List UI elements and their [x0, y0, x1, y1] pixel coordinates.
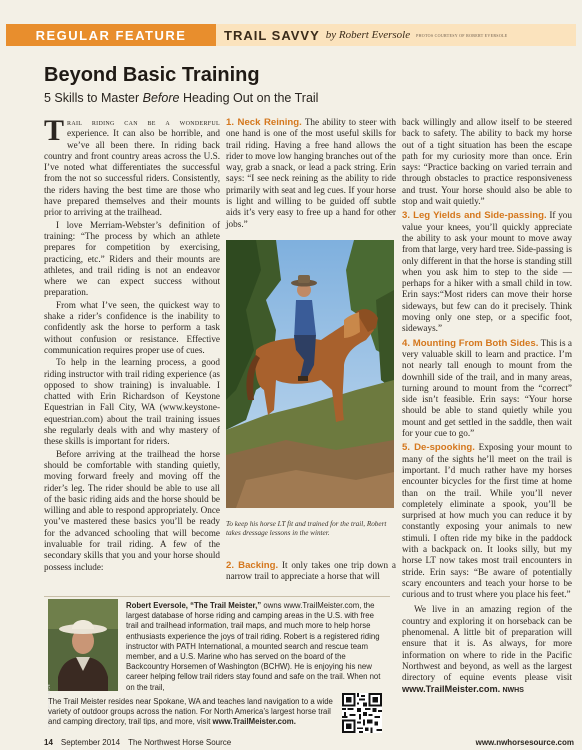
subtitle-emphasis: Before	[142, 91, 180, 105]
author-photo	[47, 599, 118, 727]
signature: NWHS	[502, 686, 524, 694]
page-footer	[44, 738, 574, 747]
skill-leg-yields	[402, 210, 572, 334]
column-2	[226, 117, 396, 231]
column-2-bottom	[226, 560, 396, 584]
paragraph: Before arriving at the trailhead the horse should be comfortable with standing quietly, moving forward freely and moving off the rider’s leg. The rider should be able to use all of the basic riding aids and the horse should be willing and able to respond appropriately. Once you’ve mastered these basics you’ll be ready for the advanced schooling that will become invaluable for trail riding. A few of the secondary skills that you and your horse should possess include:	[44, 448, 220, 572]
page-number: 14	[44, 738, 53, 747]
bio-paragraph-2	[48, 697, 336, 728]
section-title: TRAIL SAVVY	[224, 27, 320, 43]
skill-text: Exposing your mount to many of the sights he’ll meet on the trail is important. I’d much rather have my horses encounter bicycles for the first time at home than on the trail. While you’ll never completely eliminate a spook, you’ll be surprised at how much you can reduce it by constantly exposing your animals to new stimuli. I often ride my bike in the paddock with a backpack on. It looks silly, but my horse LT now takes most trail encounters in stride. Erin says: “Be aware of potentially scary encounters and teach your horse to be curious and to trust where you place his feet.”	[402, 442, 572, 600]
bio-text-2: The Trail Meister resides near Spokane, WA and teaches land navigation to a wide variety of outdoor groups across the nation. For North America’s largest horse trail and camping directory, trail tips, and more, visit	[48, 697, 333, 727]
lead-in: rail riding can be a wonderful	[67, 117, 220, 127]
drop-cap: T	[44, 114, 65, 147]
paragraph-intro	[44, 114, 220, 219]
paragraph-intro-rest: experience. It can also be horrible, and we’ve all been there. In riding back country and front country areas across the U.S. I’ve noted what differentiates the successful from the not so successful riders. Consistently, the riders having the best time are those who have prepared themselves and their mounts prior to arriving at the trailhead.	[44, 128, 220, 218]
rider-horse-photo	[226, 240, 394, 508]
trailmeister-link[interactable]: www.TrailMeister.com.	[402, 683, 501, 694]
article-subtitle	[44, 91, 318, 105]
subhead: 2. Backing.	[226, 560, 279, 571]
issue-date: September 2014	[60, 738, 121, 747]
author-name: Robert Eversole, “The Trail Meister,”	[126, 601, 262, 610]
skill-de-spooking	[402, 442, 572, 600]
subhead: 1. Neck Reining.	[226, 117, 302, 128]
qr-code[interactable]	[342, 693, 382, 733]
skill-mounting	[402, 338, 572, 440]
bio-text-1: owns www.TrailMeister.com, the largest database of horse riding and camping areas in the U.S. with free trail and trailhead information, trail maps, and much more to help horse enthusiasts experience the joys of trail riding. Robert is a registered riding instructor with PATH International, a mounted search and rescue team member, and a U.S. Marine who has served on the board of the Backcountry Horsemen of Washington (BCHW). He is enjoying his new career helping fellow trail riders stay found and safe on the trail. When not on the trail,	[126, 601, 381, 692]
skill-text: The ability to steer with one hand is one of the most useful skills for trail riding. Having a free hand allows the rider to move low hanging branches out of the way, grab a snack, or lead a pack string. Erin says: “I see neck reining as the ability to ride primarily with seat and leg cues. If your horse is light and willing to be guided off subtle aids it’s very easy to free up a hand for other jobs.”	[226, 117, 397, 229]
header-band	[6, 24, 576, 46]
skill-neck-reining	[226, 117, 396, 230]
section-bar	[216, 24, 576, 46]
skill-text: This is a very valuable skill to learn and practice. I’m not nearly tall enough to mount from the downhill side of the trail, and in many areas, turning around to mount from the “correct” side isn’t feasible. Erin says: “Your horse should be able to stand quietly while you mount and get settled in the saddle, then wait for your cue to go.”	[402, 337, 573, 439]
photo-credit: PHOTOS COURTESY OF ROBERT EVERSOLE	[416, 32, 508, 38]
subtitle-post: Heading Out on the Trail	[179, 91, 319, 105]
bio-paragraph	[126, 601, 386, 693]
author-photo-image	[47, 599, 118, 727]
byline: by Robert Eversole	[325, 29, 411, 41]
photo-caption: To keep his horse LT fit and trained for the trail, Robert takes dressage lessons in the winter.	[226, 520, 387, 537]
author-bio	[44, 596, 390, 732]
magazine-name: The Northwest Horse Source	[128, 738, 232, 747]
footer-left	[44, 738, 231, 747]
website-link[interactable]: www.nwhorsesource.com	[475, 738, 574, 747]
skill-text: If you value your knees, you’ll quickly appreciate the ability to ask your mount to move away from that large, very hard tree. Side-passing is only different in that the horse is standing still when you ask him to step to the side — perhaps for a hiker with a small child in tow. Erin says:“Most riders can move their horse sideways, but few can do it precisely. Think moving only one step, or a specific foot, sideways.”	[402, 210, 573, 334]
skill-text: It only takes one trip down a narrow trail to appreciate a horse that will	[226, 560, 397, 582]
skill-backing	[226, 560, 396, 583]
article-title: Beyond Basic Training	[44, 64, 260, 86]
subhead: 5. De-spooking.	[402, 442, 475, 454]
column-1	[44, 114, 220, 574]
regular-feature-label: REGULAR FEATURE	[6, 24, 216, 46]
paragraph: I love Merriam-Webster’s definition of training: “The process by which an athlete prepares for competition by exercising, practicing, etc.” Riders and their mounts are athletes, and trail riding is not an endeavor where we can expect success without preparation.	[44, 219, 220, 298]
subhead: 3. Leg Yields and Side-passing.	[402, 210, 547, 222]
subhead: 4. Mounting From Both Sides.	[402, 337, 539, 349]
photo-credit-text: PHOTO BY ANGEL CREWE	[47, 684, 51, 727]
bio-trailmeister-link[interactable]: www.TrailMeister.com.	[212, 717, 296, 727]
qr-code-icon	[342, 693, 382, 733]
column-3	[402, 117, 572, 697]
subtitle-pre: 5 Skills to Master	[44, 91, 143, 105]
paragraph: back willingly and allow itself to be steered back to safety. The ability to back my horse out of a tight situation has been the escape path for my curiosity more than once. Erin says: “Practice backing on varied terrain and through obstacles to practice responsiveness and trust. Your horse should also be able to stop and wait quietly.”	[402, 117, 572, 207]
closing-text: We live in an amazing region of the country and exploring it on horseback can be phenomenal. A little bit of preparation will ensure that it is. As always, for more information on where to ride in the Pacific Northwest and beyond, as well as the largest directory of equine events please visit	[402, 604, 572, 683]
closing-paragraph	[402, 604, 572, 695]
paragraph: From what I’ve seen, the quickest way to shake a rider’s confidence is the inability to confidently ask the horse to perform a task without confusion or resistance. Effective communication requires proper use of cues.	[44, 299, 220, 355]
rider-photo-image	[226, 240, 394, 508]
paragraph: To help in the learning process, a good riding instructor with trail riding experience (as opposed to show training) is invaluable. I chatted with Erin Richardson of Keystone Equestrian in Fall City, WA (www.keystone-equestrian.com) about the trail training issues she regularly deals with and why mastery of these skills is important for riders.	[44, 357, 220, 447]
